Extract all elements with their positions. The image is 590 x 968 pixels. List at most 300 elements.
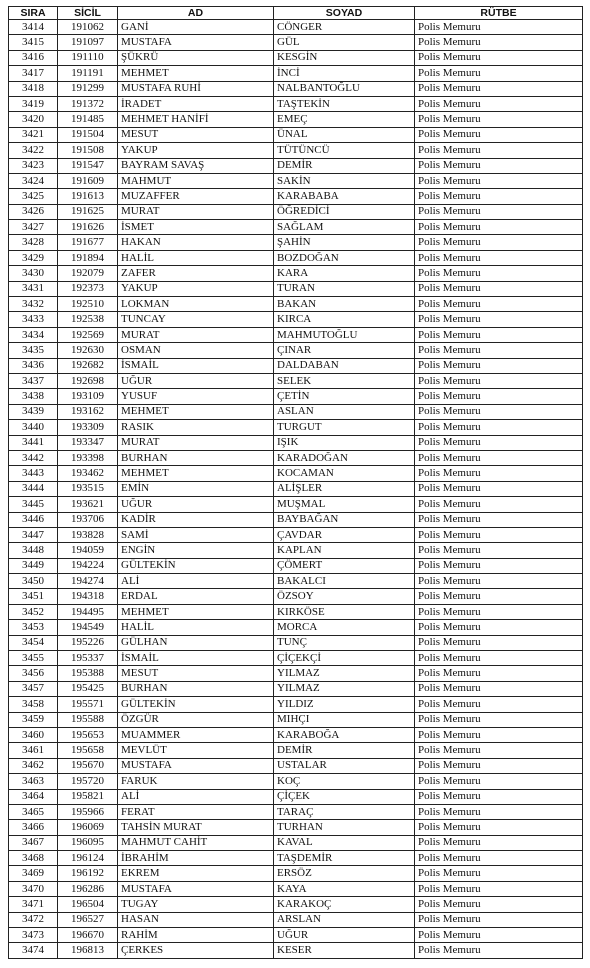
cell-sira: 3461 [9,743,58,758]
cell-ad: HAKAN [118,235,274,250]
cell-soyad: ÖĞREDİCİ [274,204,415,219]
cell-sira: 3433 [9,312,58,327]
cell-sira: 3454 [9,635,58,650]
cell-sira: 3420 [9,112,58,127]
table-row [9,589,583,604]
cell-sicil: 191191 [58,66,118,81]
cell-soyad: SAĞLAM [274,220,415,235]
cell-rutbe: Polis Memuru [415,220,583,235]
cell-sicil: 192698 [58,373,118,388]
cell-sira: 3447 [9,527,58,542]
cell-sicil: 196527 [58,912,118,927]
personnel-table [8,6,583,959]
cell-soyad: YILMAZ [274,666,415,681]
cell-sira: 3448 [9,543,58,558]
table-row [9,697,583,712]
cell-rutbe: Polis Memuru [415,373,583,388]
table-row [9,312,583,327]
cell-soyad: KARABOĞA [274,727,415,742]
cell-soyad: TURAN [274,281,415,296]
cell-sira: 3429 [9,250,58,265]
cell-sicil: 196813 [58,943,118,958]
cell-rutbe: Polis Memuru [415,404,583,419]
cell-soyad: DALDABAN [274,358,415,373]
cell-sira: 3430 [9,266,58,281]
table-row [9,743,583,758]
cell-soyad: İNCİ [274,66,415,81]
cell-soyad: ÇETİN [274,389,415,404]
cell-rutbe: Polis Memuru [415,112,583,127]
header-sira: SIRA [9,7,58,20]
cell-sira: 3469 [9,866,58,881]
cell-soyad: DEMİR [274,743,415,758]
cell-soyad: TUNÇ [274,635,415,650]
cell-ad: İSMAİL [118,651,274,666]
cell-sira: 3439 [9,404,58,419]
cell-sira: 3468 [9,851,58,866]
cell-sira: 3471 [9,897,58,912]
table-row [9,450,583,465]
table-row [9,620,583,635]
table-row [9,266,583,281]
cell-sicil: 192510 [58,297,118,312]
cell-soyad: ÇİÇEKÇİ [274,651,415,666]
cell-ad: EMİN [118,481,274,496]
table-row [9,558,583,573]
cell-ad: MUSTAFA RUHİ [118,81,274,96]
cell-sicil: 193828 [58,527,118,542]
cell-rutbe: Polis Memuru [415,697,583,712]
cell-sira: 3434 [9,327,58,342]
cell-soyad: ASLAN [274,404,415,419]
cell-sicil: 191097 [58,35,118,50]
cell-rutbe: Polis Memuru [415,20,583,35]
cell-ad: BURHAN [118,450,274,465]
cell-rutbe: Polis Memuru [415,897,583,912]
table-row [9,96,583,111]
cell-sira: 3419 [9,96,58,111]
cell-rutbe: Polis Memuru [415,651,583,666]
cell-sira: 3437 [9,373,58,388]
cell-sicil: 196069 [58,820,118,835]
cell-sicil: 191609 [58,173,118,188]
cell-ad: UĞUR [118,497,274,512]
cell-rutbe: Polis Memuru [415,758,583,773]
cell-ad: TUNCAY [118,312,274,327]
table-row [9,527,583,542]
cell-sicil: 193621 [58,497,118,512]
table-row [9,758,583,773]
table-row [9,435,583,450]
cell-ad: MESUT [118,127,274,142]
cell-rutbe: Polis Memuru [415,604,583,619]
cell-soyad: KOCAMAN [274,466,415,481]
cell-soyad: MAHMUTOĞLU [274,327,415,342]
cell-sira: 3463 [9,774,58,789]
cell-sicil: 192630 [58,343,118,358]
cell-sicil: 191062 [58,20,118,35]
cell-sira: 3466 [9,820,58,835]
table-row [9,774,583,789]
cell-sicil: 192538 [58,312,118,327]
cell-sira: 3464 [9,789,58,804]
cell-rutbe: Polis Memuru [415,543,583,558]
cell-sira: 3472 [9,912,58,927]
cell-sicil: 194224 [58,558,118,573]
cell-ad: ZAFER [118,266,274,281]
cell-sira: 3428 [9,235,58,250]
cell-sira: 3449 [9,558,58,573]
cell-soyad: UĞUR [274,928,415,943]
table-row [9,604,583,619]
cell-soyad: MORCA [274,620,415,635]
cell-sicil: 191299 [58,81,118,96]
cell-sicil: 196504 [58,897,118,912]
cell-ad: MEHMET [118,466,274,481]
cell-sicil: 195388 [58,666,118,681]
cell-rutbe: Polis Memuru [415,635,583,650]
cell-sira: 3473 [9,928,58,943]
cell-sicil: 193462 [58,466,118,481]
cell-rutbe: Polis Memuru [415,127,583,142]
cell-rutbe: Polis Memuru [415,158,583,173]
table-row [9,635,583,650]
cell-sira: 3460 [9,727,58,742]
cell-ad: TAHSİN MURAT [118,820,274,835]
cell-soyad: SAKİN [274,173,415,188]
cell-sira: 3470 [9,881,58,896]
cell-sira: 3444 [9,481,58,496]
cell-sira: 3436 [9,358,58,373]
table-row [9,373,583,388]
cell-sira: 3450 [9,574,58,589]
cell-soyad: USTALAR [274,758,415,773]
cell-ad: GÜLHAN [118,635,274,650]
cell-sira: 3432 [9,297,58,312]
header-rutbe: RÜTBE [415,7,583,20]
cell-soyad: TÜTÜNCÜ [274,143,415,158]
table-row [9,912,583,927]
table-row [9,866,583,881]
cell-sicil: 195226 [58,635,118,650]
cell-ad: ERDAL [118,589,274,604]
cell-rutbe: Polis Memuru [415,297,583,312]
cell-ad: TUGAY [118,897,274,912]
cell-ad: MURAT [118,204,274,219]
table-row [9,404,583,419]
cell-rutbe: Polis Memuru [415,727,583,742]
cell-sicil: 195588 [58,712,118,727]
table-row [9,158,583,173]
table-row [9,358,583,373]
cell-rutbe: Polis Memuru [415,420,583,435]
cell-rutbe: Polis Memuru [415,173,583,188]
cell-rutbe: Polis Memuru [415,712,583,727]
cell-rutbe: Polis Memuru [415,481,583,496]
table-row [9,343,583,358]
cell-sira: 3423 [9,158,58,173]
cell-soyad: BAKALCI [274,574,415,589]
cell-sicil: 192079 [58,266,118,281]
cell-sicil: 191547 [58,158,118,173]
table-row [9,297,583,312]
cell-soyad: KARABABA [274,189,415,204]
cell-soyad: YILDIZ [274,697,415,712]
table-row [9,281,583,296]
cell-ad: ÖZGÜR [118,712,274,727]
table-row [9,712,583,727]
cell-sira: 3453 [9,620,58,635]
cell-sira: 3467 [9,835,58,850]
cell-soyad: KARADOĞAN [274,450,415,465]
cell-rutbe: Polis Memuru [415,143,583,158]
cell-sicil: 195337 [58,651,118,666]
cell-rutbe: Polis Memuru [415,235,583,250]
cell-sira: 3446 [9,512,58,527]
table-row [9,35,583,50]
table-row [9,851,583,866]
cell-ad: RAHİM [118,928,274,943]
cell-rutbe: Polis Memuru [415,312,583,327]
table-row [9,651,583,666]
cell-sira: 3417 [9,66,58,81]
cell-soyad: KIRCA [274,312,415,327]
table-row [9,897,583,912]
cell-rutbe: Polis Memuru [415,250,583,265]
cell-sicil: 192682 [58,358,118,373]
cell-rutbe: Polis Memuru [415,389,583,404]
cell-rutbe: Polis Memuru [415,497,583,512]
table-row [9,497,583,512]
cell-ad: OSMAN [118,343,274,358]
header-sicil: SİCİL [58,7,118,20]
cell-sira: 3441 [9,435,58,450]
table-row [9,143,583,158]
cell-soyad: ÇİÇEK [274,789,415,804]
cell-rutbe: Polis Memuru [415,943,583,958]
cell-ad: MEHMET [118,404,274,419]
cell-ad: İRADET [118,96,274,111]
cell-ad: GANİ [118,20,274,35]
cell-sicil: 195670 [58,758,118,773]
cell-soyad: IŞIK [274,435,415,450]
table-row [9,512,583,527]
table-row [9,928,583,943]
table-row [9,66,583,81]
cell-rutbe: Polis Memuru [415,851,583,866]
cell-rutbe: Polis Memuru [415,450,583,465]
cell-sicil: 193162 [58,404,118,419]
cell-sira: 3457 [9,681,58,696]
cell-sira: 3440 [9,420,58,435]
cell-ad: HALİL [118,250,274,265]
cell-soyad: NALBANTOĞLU [274,81,415,96]
table-row [9,127,583,142]
cell-sira: 3425 [9,189,58,204]
cell-sira: 3455 [9,651,58,666]
cell-ad: ÇERKES [118,943,274,958]
cell-sicil: 191626 [58,220,118,235]
cell-rutbe: Polis Memuru [415,574,583,589]
cell-ad: GÜLTEKİN [118,558,274,573]
cell-sira: 3451 [9,589,58,604]
cell-ad: MEHMET [118,604,274,619]
cell-ad: MEHMET HANİFİ [118,112,274,127]
cell-soyad: TURHAN [274,820,415,835]
cell-rutbe: Polis Memuru [415,620,583,635]
table-row [9,112,583,127]
cell-soyad: TAŞTEKİN [274,96,415,111]
table-row [9,943,583,958]
cell-soyad: YILMAZ [274,681,415,696]
cell-sicil: 194059 [58,543,118,558]
cell-soyad: ÖZSOY [274,589,415,604]
cell-rutbe: Polis Memuru [415,928,583,943]
cell-ad: MURAT [118,435,274,450]
table-row [9,250,583,265]
cell-soyad: BOZDOĞAN [274,250,415,265]
cell-ad: YAKUP [118,281,274,296]
cell-sicil: 192373 [58,281,118,296]
cell-rutbe: Polis Memuru [415,774,583,789]
cell-sicil: 196124 [58,851,118,866]
cell-ad: HASAN [118,912,274,927]
table-row [9,173,583,188]
cell-sira: 3465 [9,804,58,819]
cell-ad: MAHMUT [118,173,274,188]
table-row [9,481,583,496]
cell-rutbe: Polis Memuru [415,189,583,204]
cell-soyad: KARA [274,266,415,281]
table-row [9,189,583,204]
cell-ad: ENGİN [118,543,274,558]
cell-sira: 3435 [9,343,58,358]
cell-sicil: 193309 [58,420,118,435]
cell-rutbe: Polis Memuru [415,327,583,342]
table-row [9,820,583,835]
cell-rutbe: Polis Memuru [415,881,583,896]
cell-ad: MURAT [118,327,274,342]
table-row [9,727,583,742]
table-row [9,420,583,435]
header-ad: AD [118,7,274,20]
cell-sicil: 192569 [58,327,118,342]
cell-sira: 3438 [9,389,58,404]
cell-soyad: ARSLAN [274,912,415,927]
cell-soyad: EMEÇ [274,112,415,127]
cell-sicil: 191110 [58,50,118,65]
cell-ad: MUSTAFA [118,881,274,896]
cell-sicil: 191372 [58,96,118,111]
cell-ad: SAMİ [118,527,274,542]
cell-ad: MUSTAFA [118,758,274,773]
cell-soyad: CÖNGER [274,20,415,35]
cell-sira: 3442 [9,450,58,465]
cell-sira: 3445 [9,497,58,512]
cell-rutbe: Polis Memuru [415,435,583,450]
cell-rutbe: Polis Memuru [415,50,583,65]
cell-ad: HALİL [118,620,274,635]
cell-sira: 3431 [9,281,58,296]
cell-ad: BURHAN [118,681,274,696]
cell-sicil: 191625 [58,204,118,219]
cell-sicil: 194549 [58,620,118,635]
cell-ad: MEVLÜT [118,743,274,758]
cell-ad: YAKUP [118,143,274,158]
cell-ad: ALİ [118,574,274,589]
table-row [9,220,583,235]
cell-sicil: 196192 [58,866,118,881]
cell-sicil: 193347 [58,435,118,450]
cell-sicil: 195571 [58,697,118,712]
cell-sira: 3414 [9,20,58,35]
cell-soyad: TARAÇ [274,804,415,819]
table-row [9,235,583,250]
cell-sicil: 196670 [58,928,118,943]
cell-rutbe: Polis Memuru [415,866,583,881]
cell-rutbe: Polis Memuru [415,281,583,296]
cell-ad: UĞUR [118,373,274,388]
cell-soyad: KARAKOÇ [274,897,415,912]
cell-sira: 3416 [9,50,58,65]
table-row [9,666,583,681]
cell-sicil: 191677 [58,235,118,250]
cell-sira: 3418 [9,81,58,96]
cell-soyad: GÜL [274,35,415,50]
table-row [9,20,583,35]
cell-sira: 3474 [9,943,58,958]
table-row [9,466,583,481]
table-row [9,881,583,896]
cell-soyad: ÇÖMERT [274,558,415,573]
cell-ad: MUAMMER [118,727,274,742]
cell-soyad: MUŞMAL [274,497,415,512]
cell-sicil: 195966 [58,804,118,819]
cell-soyad: BAKAN [274,297,415,312]
cell-sicil: 195821 [58,789,118,804]
table-row [9,804,583,819]
cell-soyad: TURGUT [274,420,415,435]
table-row [9,835,583,850]
cell-rutbe: Polis Memuru [415,912,583,927]
table-row [9,389,583,404]
cell-soyad: DEMİR [274,158,415,173]
cell-sicil: 191485 [58,112,118,127]
cell-rutbe: Polis Memuru [415,96,583,111]
cell-sicil: 195425 [58,681,118,696]
cell-sira: 3452 [9,604,58,619]
cell-rutbe: Polis Memuru [415,66,583,81]
cell-ad: MAHMUT CAHİT [118,835,274,850]
cell-sira: 3462 [9,758,58,773]
cell-sicil: 191894 [58,250,118,265]
cell-soyad: ÇAVDAR [274,527,415,542]
table-row [9,327,583,342]
cell-sicil: 191504 [58,127,118,142]
table-row [9,789,583,804]
cell-ad: MESUT [118,666,274,681]
cell-rutbe: Polis Memuru [415,35,583,50]
cell-sicil: 195653 [58,727,118,742]
cell-ad: FARUK [118,774,274,789]
cell-soyad: MIHÇI [274,712,415,727]
cell-soyad: ÜNAL [274,127,415,142]
cell-sicil: 193109 [58,389,118,404]
cell-sira: 3426 [9,204,58,219]
cell-rutbe: Polis Memuru [415,666,583,681]
cell-rutbe: Polis Memuru [415,558,583,573]
cell-sira: 3422 [9,143,58,158]
